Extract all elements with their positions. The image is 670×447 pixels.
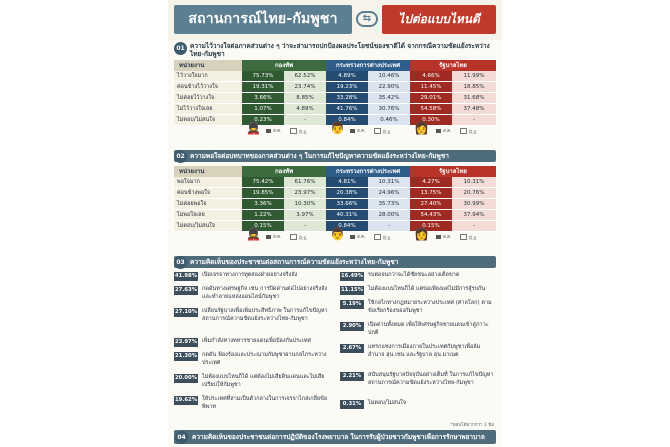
infographic-poster bbox=[168, 0, 502, 447]
table-cell: 0.46% bbox=[368, 115, 410, 126]
opinion-text: เปิดเจรจาทางการทูตสองฝ่ายอย่างจริงจัง bbox=[202, 272, 298, 278]
table-cell: 0.15% bbox=[410, 221, 452, 232]
table-row bbox=[174, 199, 496, 210]
opinion-text: เปิดด่านทั้งหมด เพื่อให้เศรษฐกิจชายแดนเข้าสู่ภาวะปกติ bbox=[368, 322, 489, 336]
section-2-title: ความพอใจต่อบทบาทของภาคส่วนต่าง ๆ ในการแก้ไขปัญหาความขัดแย้งระหว่างไทย-กัมพูชา bbox=[190, 152, 449, 160]
table-cell: 40.31% bbox=[326, 210, 368, 221]
row-label: ค่อนข้างพอใจ bbox=[174, 188, 242, 199]
row-label: ไม่ไว้วางใจเลย bbox=[174, 104, 242, 115]
table-cell: 0.84% bbox=[326, 221, 368, 232]
legend-jun: มิ.ย. bbox=[460, 128, 477, 137]
table-cell: 37.48% bbox=[452, 104, 496, 115]
table-2-group-foreign-ministry: กระทรวงการต่างประเทศ bbox=[326, 166, 410, 177]
opinion-text: รบต่อจนกว่าจะได้ชัยชนะอย่างเด็ดขาด bbox=[368, 272, 460, 278]
table-cell: 54.43% bbox=[410, 210, 452, 221]
header bbox=[168, 0, 502, 40]
table-cell: 0.30% bbox=[410, 115, 452, 126]
table-cell: 4.89% bbox=[284, 104, 326, 115]
table-cell: 23.97% bbox=[284, 188, 326, 199]
table-cell: 20.76% bbox=[452, 188, 496, 199]
multiple-answers-note: *ตอบได้มากกว่า 1 ข้อ bbox=[450, 423, 494, 428]
table-cell: 54.58% bbox=[410, 104, 452, 115]
diplomat-icon: 👨 bbox=[330, 121, 345, 135]
table-2-group-army: กองทัพ bbox=[242, 166, 326, 177]
row-label: ไม่พอใจเลย bbox=[174, 210, 242, 221]
soldier-icon: 💂 bbox=[246, 121, 261, 135]
table-cell: 19.31% bbox=[242, 82, 284, 93]
row-label: ไม่ตอบ/ไม่สนใจ bbox=[174, 221, 242, 232]
legend-aug: ส.ค. bbox=[350, 128, 366, 135]
table-cell: 13.75% bbox=[410, 188, 452, 199]
table-cell: 31.68% bbox=[452, 93, 496, 104]
table-cell: 20.38% bbox=[326, 188, 368, 199]
section-4-heading bbox=[174, 430, 496, 444]
table-cell: 10.30% bbox=[284, 199, 326, 210]
section-1-number: 01 bbox=[174, 42, 187, 55]
table-cell: - bbox=[452, 221, 496, 232]
row-label: ค่อนข้างไว้วางใจ bbox=[174, 82, 242, 93]
table-cell: 1.07% bbox=[242, 104, 284, 115]
opinion-text: ให้ประเทศที่สามเป็นตัวกลางในการเจรจาไกล่เกลี่ยข้อพิพาท bbox=[202, 396, 328, 410]
table-row bbox=[174, 104, 496, 115]
table-1-group-foreign-ministry: กระทรวงการต่างประเทศ bbox=[326, 60, 410, 71]
table-cell: 0.15% bbox=[242, 221, 284, 232]
opinion-percent: 0.31% bbox=[340, 400, 364, 409]
row-label: ไว้วางใจมาก bbox=[174, 71, 242, 82]
opinion-percent: 2.21% bbox=[340, 372, 364, 381]
table-row bbox=[174, 177, 496, 188]
header-subtitle: ไปต่อแบบไหนดี bbox=[382, 5, 496, 34]
table-cell: 0.23% bbox=[242, 115, 284, 126]
row-label: พอใจมาก bbox=[174, 177, 242, 188]
legend-jun: มิ.ย. bbox=[460, 234, 477, 243]
opinion-text: เปลี่ยนรัฐบาลเพื่อเพิ่มประสิทธิภาพ ในการแก้ไขปัญหาสถานการณ์ความขัดแย้งระหว่างไทย-กัมพูชา bbox=[202, 308, 328, 322]
header-title: สถานการณ์ไทย-กัมพูชา bbox=[174, 5, 352, 34]
legend-jun: มิ.ย. bbox=[374, 128, 391, 137]
opinion-text: กดดันทางเศรษฐกิจ เช่น การปิดด่านต่อไปอย่างจริงจัง และทำลายแหล่งออนไลน์กัมพูชา bbox=[202, 286, 328, 300]
politician-icon: 👩 bbox=[414, 227, 429, 241]
table-cell: 35.73% bbox=[368, 199, 410, 210]
table-row bbox=[174, 188, 496, 199]
opinion-list-right bbox=[340, 272, 496, 418]
table-cell: 35.42% bbox=[368, 93, 410, 104]
section-4-number: 04 bbox=[175, 431, 188, 444]
section-2-number: 02 bbox=[174, 150, 187, 163]
opinion-percent: 20.00% bbox=[174, 375, 198, 381]
opinion-text: แทรกแซงการเมืองภายในประเทศกัมพูชาเพื่อล้มอำนาจ ฮุน เซน และรัฐบาล ฮุน มาเนต bbox=[368, 344, 481, 358]
table-2-org-header: หน่วยงาน bbox=[174, 166, 242, 177]
table-cell: 10.31% bbox=[368, 177, 410, 188]
opinion-percent: 27.10% bbox=[174, 309, 198, 315]
table-cell: 19.85% bbox=[242, 188, 284, 199]
soldier-icon: 💂 bbox=[246, 227, 261, 241]
table-cell: 33.66% bbox=[326, 199, 368, 210]
table-cell: 61.76% bbox=[284, 177, 326, 188]
table-cell: 29.01% bbox=[410, 93, 452, 104]
opinion-text: กดดัน ฟ้องร้องและประณามกัมพูชาผ่านกลไกระหว่างประเทศ bbox=[202, 352, 327, 366]
table-row bbox=[174, 71, 496, 82]
section-1-title: ความไว้วางใจต่อภาคส่วนต่าง ๆ ว่าจะสามารถปกป้องผลประโยชน์ของชาติได้ จากกรณีความขัดแย้งระหว่างไทย-กัมพูชา bbox=[190, 42, 490, 58]
table-cell: 11.45% bbox=[410, 82, 452, 93]
swap-icon: ⇆ bbox=[356, 11, 378, 27]
table-cell: 30.76% bbox=[368, 104, 410, 115]
opinion-percent: 27.63% bbox=[174, 287, 198, 293]
table-cell: 11.99% bbox=[452, 71, 496, 82]
table-cell: 10.46% bbox=[368, 71, 410, 82]
satisfaction-table bbox=[174, 166, 496, 248]
legend-jun: มิ.ย. bbox=[290, 234, 307, 243]
table-cell: 62.52% bbox=[284, 71, 326, 82]
table-cell: 4.27% bbox=[410, 177, 452, 188]
table-1-group-army: กองทัพ bbox=[242, 60, 326, 71]
table-cell: 3.36% bbox=[242, 199, 284, 210]
table-row bbox=[174, 93, 496, 104]
opinion-percent: 2.67% bbox=[340, 344, 364, 353]
table-cell: 75.42% bbox=[242, 177, 284, 188]
opinion-list-left bbox=[174, 272, 330, 418]
table-cell: 8.85% bbox=[284, 93, 326, 104]
row-label: ไม่ตอบ/ไม่สนใจ bbox=[174, 115, 242, 126]
table-cell: 0.84% bbox=[326, 115, 368, 126]
table-cell: - bbox=[452, 115, 496, 126]
opinion-percent: 41.98% bbox=[174, 273, 198, 279]
opinion-percent: 11.15% bbox=[340, 287, 364, 293]
opinion-text: เพิ่มกำลังทางทหารชายแดนเพื่อป้องกันประเทศ bbox=[202, 338, 311, 344]
table-cell: 37.94% bbox=[452, 210, 496, 221]
table-cell: 18.85% bbox=[452, 82, 496, 93]
section-3-number: 03 bbox=[174, 256, 187, 269]
table-cell: 4.66% bbox=[410, 71, 452, 82]
legend-aug: ส.ค. bbox=[266, 234, 282, 241]
table-cell: 30.99% bbox=[452, 199, 496, 210]
legend-aug: ส.ค. bbox=[436, 234, 452, 241]
section-3-heading bbox=[174, 256, 496, 268]
legend-aug: ส.ค. bbox=[266, 128, 282, 135]
table-row bbox=[174, 82, 496, 93]
opinion-percent: 19.62% bbox=[174, 397, 198, 403]
row-label: ไม่ค่อยพอใจ bbox=[174, 199, 242, 210]
table-cell: 41.76% bbox=[326, 104, 368, 115]
legend-jun: มิ.ย. bbox=[374, 234, 391, 243]
section-4-title: ความคิดเห็นของประชาชนต่อการปฏิบัติของโรงพยาบาล ในการรับผู้ป่วยชาวกัมพูชาเพื่อการรักษาพยาบาล bbox=[192, 433, 485, 441]
opinion-text: ใช้กลไกทางกฎหมายระหว่างประเทศ (ศาลโลก) ตามข้อเรียกร้องของกัมพูชา bbox=[368, 300, 492, 314]
opinion-text: ไม่ต้องแบบไหนก็ได้ แต่ต้องไม่เสียดินแดนและไม่เสียเปรียบให้กัมพูชา bbox=[202, 374, 325, 388]
table-cell: 4.89% bbox=[326, 71, 368, 82]
opinion-percent: 21.30% bbox=[174, 353, 198, 359]
opinion-percent: 23.97% bbox=[174, 339, 198, 345]
table-cell: 19.23% bbox=[326, 82, 368, 93]
opinion-text: ไม่ต้องแบบไหนก็ได้ แต่ขอเพียงแค่ไม่มีการสู้รบกัน bbox=[368, 286, 486, 292]
opinion-percent: 16.49% bbox=[340, 273, 364, 279]
legend-aug: ส.ค. bbox=[436, 128, 452, 135]
table-cell: 28.00% bbox=[368, 210, 410, 221]
table-cell: 1.22% bbox=[242, 210, 284, 221]
table-cell: 3.66% bbox=[242, 93, 284, 104]
table-cell: - bbox=[284, 115, 326, 126]
section-2-heading bbox=[174, 150, 496, 162]
trust-table bbox=[174, 60, 496, 142]
section-1-heading bbox=[174, 42, 496, 58]
opinion-text: สนับสนุนรัฐบาลปัจจุบันอย่างเต็มที่ ในการแก้ไขปัญหาสถานการณ์ความขัดแย้งระหว่างไทย-กัมพูชา bbox=[368, 372, 494, 386]
legend-jun: มิ.ย. bbox=[290, 128, 307, 137]
table-cell: 10.31% bbox=[452, 177, 496, 188]
table-cell: - bbox=[284, 221, 326, 232]
table-1-org-header: หน่วยงาน bbox=[174, 60, 242, 71]
diplomat-icon: 👨 bbox=[330, 227, 345, 241]
table-cell: 22.90% bbox=[368, 82, 410, 93]
table-cell: 33.28% bbox=[326, 93, 368, 104]
section-3-title: ความคิดเห็นของประชาชนต่อสถานการณ์ความขัดแย้งระหว่างไทย-กัมพูชา bbox=[190, 258, 399, 266]
opinion-text: ไม่ตอบ/ไม่สนใจ bbox=[368, 400, 407, 406]
table-cell: 3.97% bbox=[284, 210, 326, 221]
table-cell: 24.96% bbox=[368, 188, 410, 199]
legend-aug: ส.ค. bbox=[350, 234, 366, 241]
table-2-group-government: รัฐบาลไทย bbox=[410, 166, 496, 177]
politician-icon: 👩 bbox=[414, 121, 429, 135]
table-1-group-government: รัฐบาลไทย bbox=[410, 60, 496, 71]
table-cell: 27.40% bbox=[410, 199, 452, 210]
opinion-percent: 2.90% bbox=[340, 322, 364, 331]
table-cell: 75.73% bbox=[242, 71, 284, 82]
table-cell: 23.74% bbox=[284, 82, 326, 93]
table-cell: 4.81% bbox=[326, 177, 368, 188]
table-row bbox=[174, 210, 496, 221]
opinion-percent: 5.19% bbox=[340, 300, 364, 309]
table-cell: - bbox=[368, 221, 410, 232]
row-label: ไม่ค่อยไว้วางใจ bbox=[174, 93, 242, 104]
